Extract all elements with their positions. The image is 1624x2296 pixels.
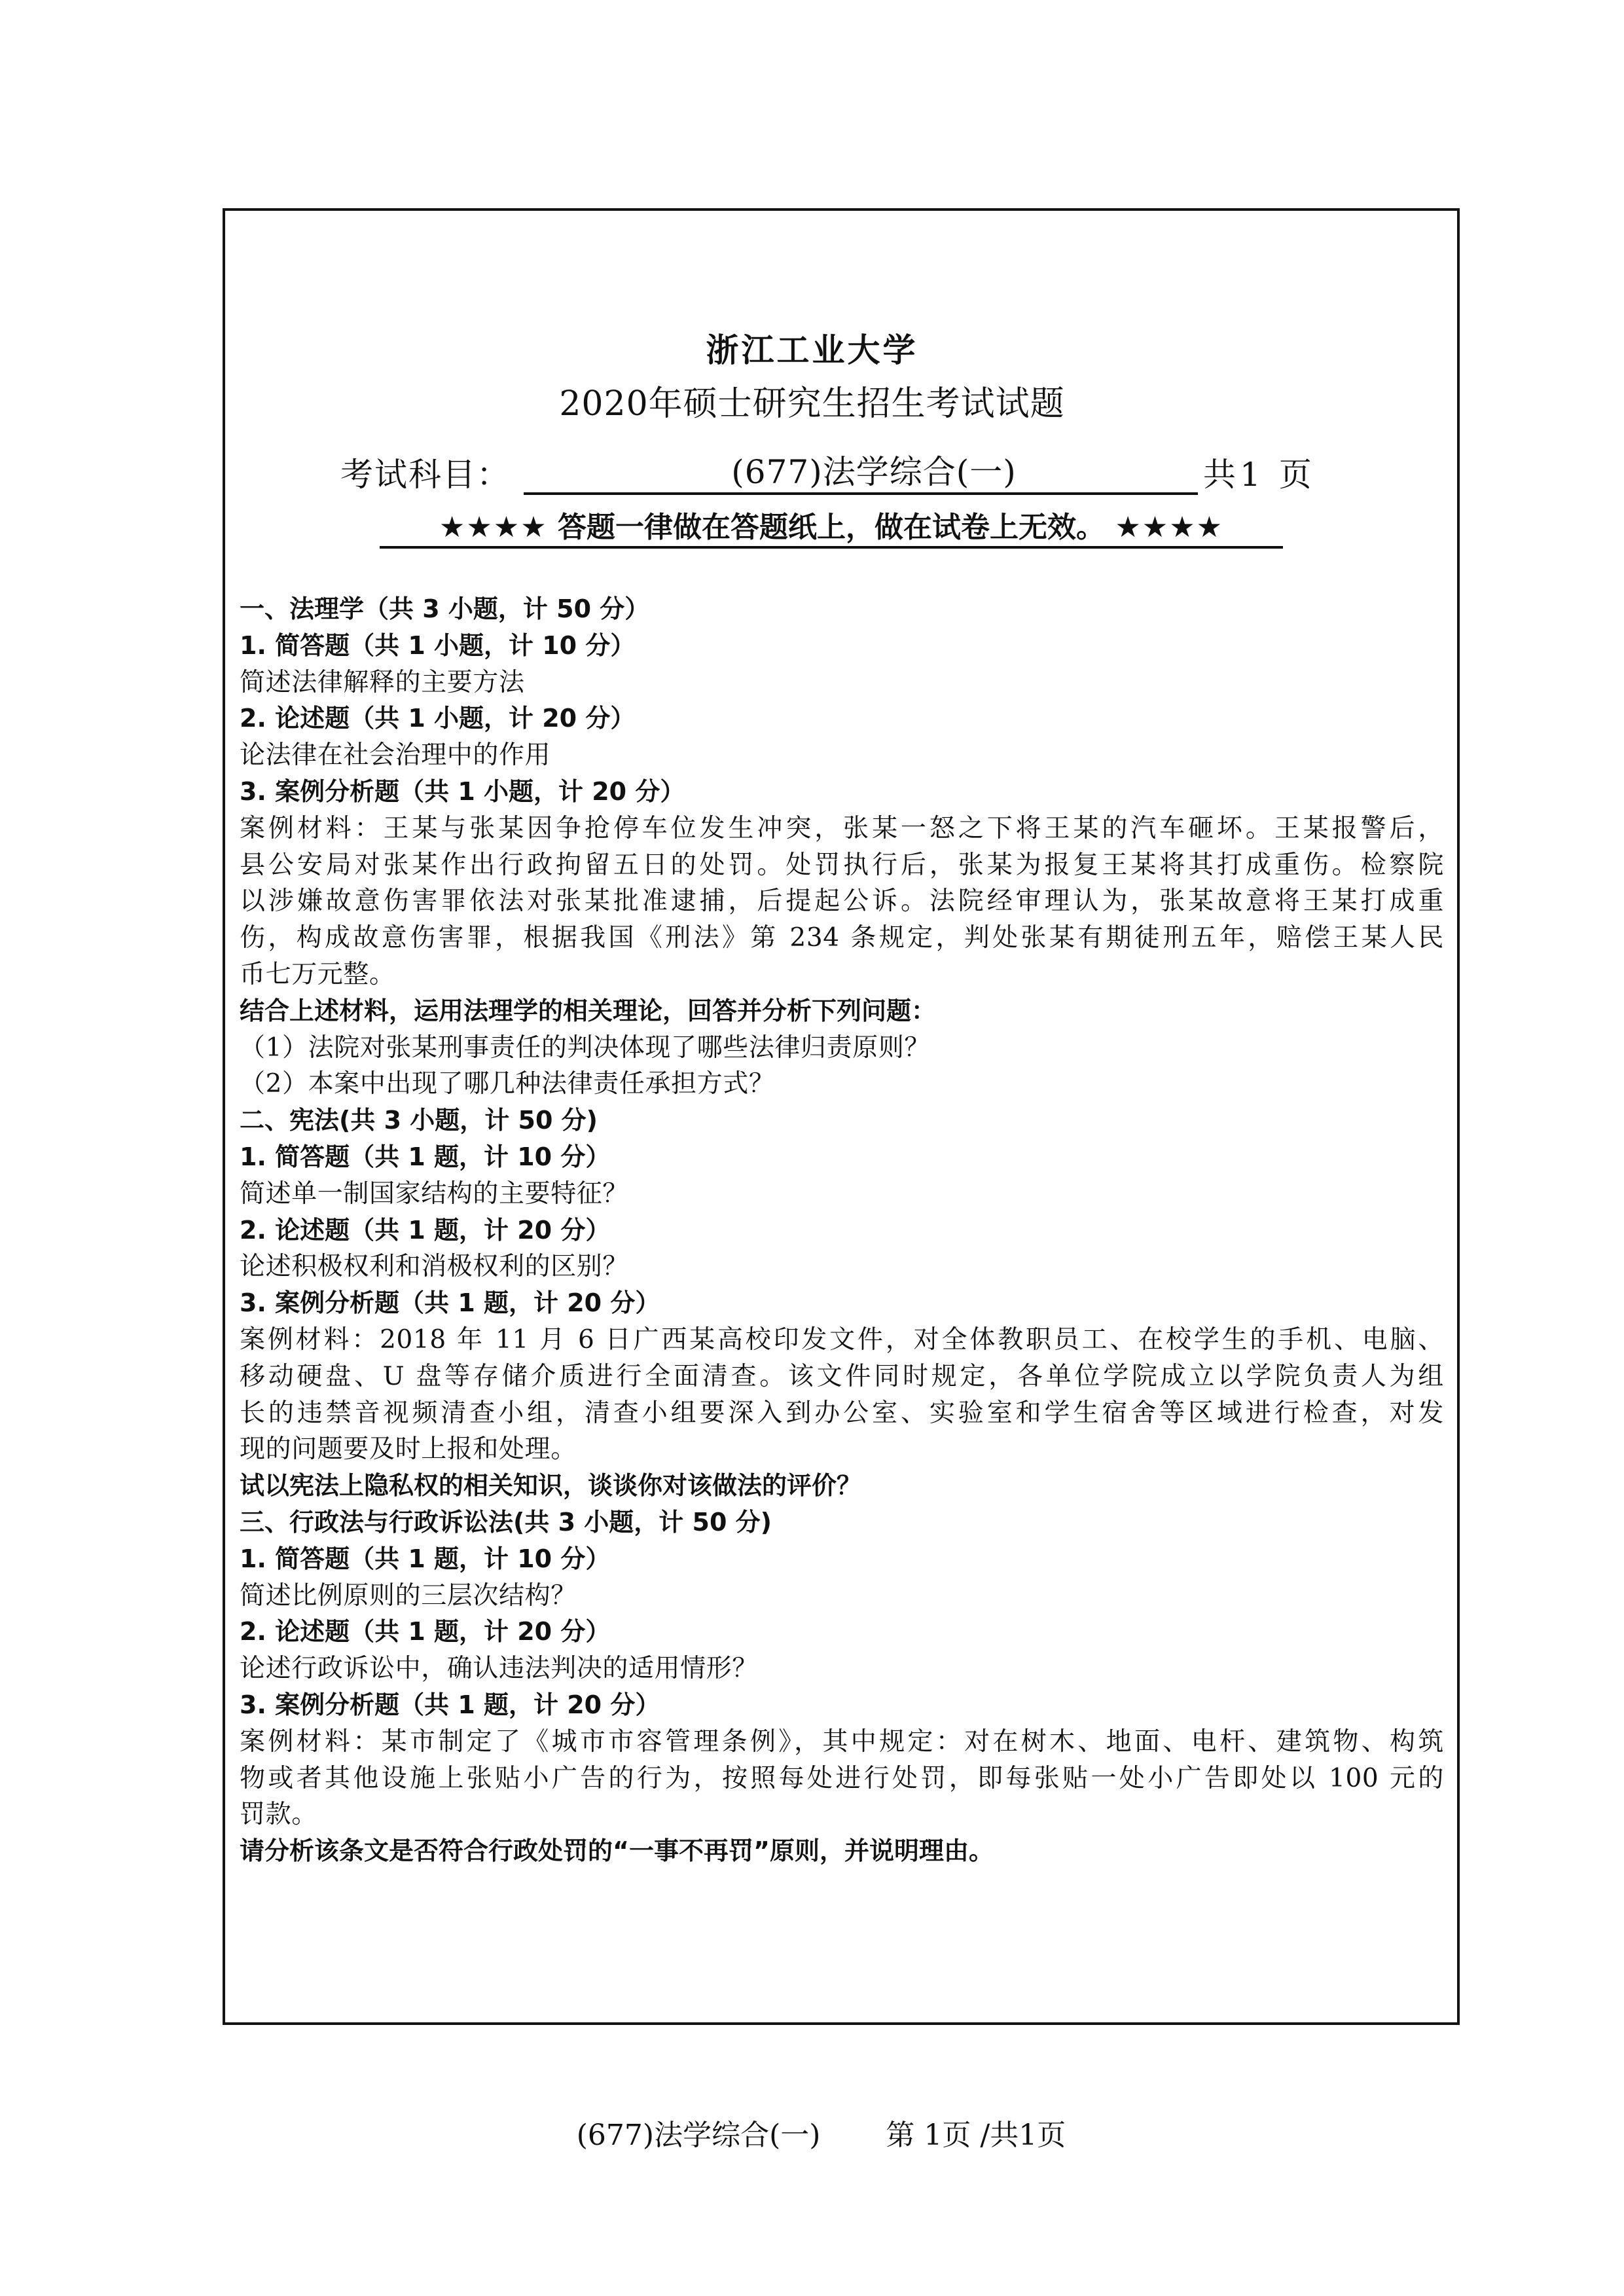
question-heading: 3. 案例分析题（共 1 小题，计 20 分） — [240, 776, 685, 806]
question-text: 论述积极权利和消极权利的区别？ — [240, 1252, 629, 1282]
question-heading: 1. 简答题（共 1 题，计 10 分） — [240, 1544, 611, 1573]
question-text: 简述单一制国家结构的主要特征？ — [240, 1178, 629, 1209]
section-title: 三、行政法与行政诉讼法(共 3 小题，计 50 分) — [240, 1507, 772, 1537]
footer-subject: (677)法学综合(一) — [576, 2119, 821, 2152]
sub-question: （1）法院对张某刑事责任的判决体现了哪些法律归责原则？ — [240, 1032, 931, 1063]
question-text: 简述比例原则的三层次结构？ — [240, 1580, 577, 1611]
question-heading: 2. 论述题（共 1 题，计 20 分） — [240, 1215, 611, 1245]
case-material-line: 案例材料：王某与张某因争抢停车位发生冲突，张某一怒之下将王某的汽车砸坏。王某报警后， — [240, 813, 1444, 843]
case-material-line: 现的问题要及时上报和处理。 — [240, 1434, 577, 1465]
case-material-line: 币七万元整。 — [240, 959, 395, 989]
case-material-line: 物或者其他设施上张贴小广告的行为，按照每处进行处罚，即每张贴一处小广告即处以 100 元的 — [240, 1763, 1444, 1793]
section-constitutional-law — [240, 1102, 1447, 1504]
question-heading: 2. 论述题（共 1 小题，计 20 分） — [240, 704, 636, 733]
subject-row — [340, 452, 1316, 495]
subject-value: (677)法学综合(一) — [524, 452, 1198, 495]
question-heading: 1. 简答题（共 1 小题，计 10 分） — [240, 630, 636, 660]
university-name: 浙江工业大学 — [706, 331, 918, 369]
question-text: 论法律在社会治理中的作用 — [240, 740, 551, 771]
answer-sheet-warning — [380, 509, 1283, 549]
question-text: 简述法律解释的主要方法 — [240, 667, 525, 697]
warning-text: 答题一律做在答题纸上，做在试卷上无效。 — [547, 511, 1115, 544]
case-prompt: 试以宪法上隐私权的相关知识，谈谈你对该做法的评价？ — [240, 1471, 862, 1501]
question-heading: 3. 案例分析题（共 1 题，计 20 分） — [240, 1690, 660, 1719]
page-footer — [0, 2081, 1624, 2154]
question-heading: 1. 简答题（共 1 题，计 10 分） — [240, 1142, 611, 1171]
section-title: 一、法理学（共 3 小题，计 50 分） — [240, 594, 650, 623]
star-icon-group-right: ★★★★ — [1115, 511, 1224, 544]
question-heading: 2. 论述题（共 1 题，计 20 分） — [240, 1617, 611, 1647]
subject-label: 考试科目： — [340, 456, 511, 494]
case-prompt: 请分析该条文是否符合行政处罚的“一事不再罚”原则，并说明理由。 — [240, 1836, 994, 1866]
section-jurisprudence — [240, 591, 1447, 1102]
case-material-line: 案例材料：某市制定了《城市市容管理条例》，其中规定：对在树木、地面、电杆、建筑物、构筑 — [240, 1726, 1444, 1757]
case-material-line: 案例材料：2018 年 11 月 6 日广西某高校印发文件，对全体教职员工、在校学生的手机、电脑、 — [240, 1324, 1444, 1355]
sub-question: （2）本案中出现了哪几种法律责任承担方式？ — [240, 1069, 775, 1099]
question-text: 论述行政诉讼中，确认违法判决的适用情形？ — [240, 1654, 759, 1684]
exam-title: 2020年硕士研究生招生考试试题 — [559, 384, 1065, 424]
page-count: 共1 页 — [1203, 456, 1316, 494]
footer-page-number: 第 1页 /共1页 — [886, 2119, 1066, 2152]
star-icon-group-left: ★★★★ — [439, 511, 548, 544]
case-prompt: 结合上述材料，运用法理学的相关理论，回答并分析下列问题： — [240, 996, 937, 1025]
case-material-line: 移动硬盘、U 盘等存储介质进行全面清查。该文件同时规定，各单位学院成立以学院负责人为组 — [240, 1361, 1444, 1391]
case-material-line: 县公安局对张某作出行政拘留五日的处罚。处罚执行后，张某为报复王某将其打成重伤。检察院 — [240, 850, 1444, 880]
question-heading: 3. 案例分析题（共 1 题，计 20 分） — [240, 1288, 660, 1318]
section-title: 二、宪法(共 3 小题，计 50 分) — [240, 1106, 598, 1135]
exam-content — [240, 591, 1447, 1870]
case-material-line: 伤，构成故意伤害罪，根据我国《刑法》第 234 条规定，判处张某有期徒刑五年，赔偿王某人民 — [240, 923, 1444, 953]
case-material-line: 以涉嫌故意伤害罪依法对张某批准逮捕，后提起公诉。法院经审理认为，张某故意将王某打成重 — [240, 886, 1444, 917]
case-material-line: 长的违禁音视频清查小组，清查小组要深入到办公室、实验室和学生宿舍等区域进行检查，对发 — [240, 1398, 1444, 1428]
case-material-line: 罚款。 — [240, 1800, 317, 1830]
section-administrative-law — [240, 1504, 1447, 1870]
